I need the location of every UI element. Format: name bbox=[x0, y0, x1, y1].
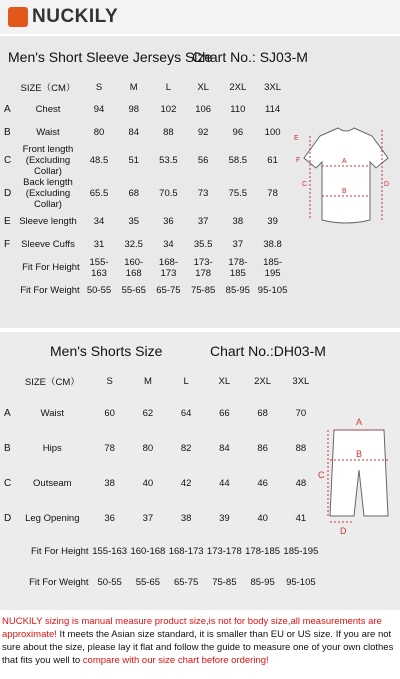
fit-height-value: 168-173 bbox=[158, 256, 178, 279]
measurement-label: Outseam bbox=[33, 478, 72, 489]
fit-height-value: 185-195 bbox=[283, 546, 319, 557]
measurement-value: 102 bbox=[160, 104, 177, 115]
measurement-value: 62 bbox=[142, 408, 154, 419]
row-letter: F bbox=[4, 239, 11, 250]
measurement-value: 34 bbox=[93, 216, 105, 227]
jersey-size-panel bbox=[0, 36, 400, 328]
measurement-value: 66 bbox=[219, 408, 230, 419]
measurement-row bbox=[0, 233, 290, 256]
measurement-value: 36 bbox=[163, 216, 174, 227]
fit-weight-value: 85-95 bbox=[250, 577, 275, 588]
disclaimer-call-to-action: compare with our size chart before ordering! bbox=[82, 655, 269, 666]
measurement-value: 94 bbox=[93, 104, 105, 115]
brand-name: NUCKILY bbox=[32, 6, 119, 27]
brand-header bbox=[0, 0, 400, 34]
shorts-chart-no: Chart No.:DH03-M bbox=[210, 343, 326, 359]
measurement-value: 35 bbox=[128, 216, 140, 227]
measurement-row bbox=[0, 177, 290, 210]
fit-weight-label: Fit For Weight bbox=[29, 577, 89, 588]
fit-height-value: 160-168 bbox=[124, 256, 144, 279]
measurement-value: 37 bbox=[232, 239, 244, 250]
measurement-value: 38 bbox=[104, 478, 115, 489]
size-column-header: M bbox=[143, 375, 152, 387]
measurement-value: 34 bbox=[163, 239, 174, 250]
measurement-value: 92 bbox=[197, 127, 209, 138]
measurement-value: 70 bbox=[295, 408, 307, 419]
measurement-value: 31 bbox=[93, 239, 105, 250]
measurement-value: 60 bbox=[104, 408, 115, 419]
measurement-label: Chest bbox=[35, 104, 61, 115]
row-letter: A bbox=[4, 408, 11, 419]
jersey-diagram-letter: B bbox=[342, 188, 347, 195]
measurement-row bbox=[0, 466, 320, 501]
size-column-header: XL bbox=[197, 81, 209, 93]
measurement-value: 40 bbox=[142, 478, 154, 489]
row-letter: B bbox=[4, 127, 11, 138]
measurement-label: Sleeve Cuffs bbox=[21, 239, 75, 250]
jersey-chart-no: Chart No.: SJ03-M bbox=[192, 49, 308, 65]
measurement-value: 68 bbox=[257, 408, 268, 419]
measurement-row bbox=[0, 501, 320, 536]
measurement-value: 32.5 bbox=[124, 239, 143, 250]
disclaimer-body: It meets the Asian size standard, it is smaller than EU or US size. If you are not sure about the size, please lay it flat and follow the guide to measure one of your own clothes that fits you well to bbox=[2, 629, 394, 666]
measurement-value: 73 bbox=[197, 188, 209, 199]
jersey-size-table bbox=[0, 76, 290, 302]
fit-weight-value: 55-65 bbox=[135, 577, 161, 588]
measurement-label: Back length (Excluding Collar) bbox=[23, 177, 73, 210]
measurement-value: 100 bbox=[264, 127, 281, 138]
fit-height-value: 185-195 bbox=[263, 256, 283, 279]
fit-weight-value: 50-55 bbox=[86, 285, 112, 296]
measurement-value: 65.5 bbox=[89, 188, 109, 199]
fit-weight-row bbox=[0, 279, 290, 302]
measurement-value: 86 bbox=[257, 443, 268, 454]
measurement-label: Waist bbox=[40, 408, 65, 419]
size-column-header: L bbox=[165, 81, 172, 93]
measurement-value: 110 bbox=[230, 104, 246, 115]
row-letter: E bbox=[4, 216, 11, 227]
shorts-size-panel bbox=[0, 332, 400, 610]
jersey-diagram-letter: D bbox=[384, 181, 390, 188]
measurement-value: 39 bbox=[267, 216, 278, 227]
measurement-value: 84 bbox=[219, 443, 230, 454]
fit-height-label: Fit For Height bbox=[31, 546, 89, 557]
measurement-value: 114 bbox=[265, 104, 281, 115]
size-header: SIZE（CM） bbox=[20, 83, 76, 94]
fit-height-value: 168-173 bbox=[168, 546, 204, 557]
measurement-value: 64 bbox=[180, 408, 192, 419]
measurement-value: 39 bbox=[219, 513, 230, 524]
measurement-value: 48 bbox=[295, 478, 307, 489]
fit-weight-value: 75-85 bbox=[190, 285, 216, 296]
row-letter: B bbox=[4, 443, 11, 454]
fit-weight-value: 85-95 bbox=[225, 285, 250, 296]
fit-weight-value: 65-75 bbox=[173, 577, 199, 588]
fit-weight-value: 50-55 bbox=[97, 577, 122, 588]
jersey-title: Men's Short Sleeve Jerseys Size bbox=[8, 49, 213, 65]
fit-height-value: 173-178 bbox=[193, 256, 213, 279]
fit-weight-value: 95-105 bbox=[257, 285, 288, 296]
measurement-value: 58.5 bbox=[228, 155, 248, 166]
measurement-value: 78 bbox=[104, 443, 115, 454]
measurement-value: 46 bbox=[257, 478, 268, 489]
row-letter: C bbox=[4, 478, 12, 489]
row-letter: A bbox=[4, 104, 11, 115]
fit-height-value: 178-185 bbox=[228, 256, 248, 279]
shorts-diagram-letter: A bbox=[356, 417, 363, 427]
measurement-value: 82 bbox=[180, 443, 192, 454]
measurement-value: 98 bbox=[128, 104, 140, 115]
measurement-value: 53.5 bbox=[159, 155, 178, 166]
disclaimer-warning: NUCKILY sizing is manual measure product size,is not for body size,all measurements are approximate! bbox=[2, 616, 382, 640]
measurement-label: Hips bbox=[42, 443, 62, 454]
fit-weight-value: 55-65 bbox=[121, 285, 146, 296]
jersey-diagram-letter: A bbox=[342, 158, 347, 165]
row-letter: D bbox=[4, 513, 12, 524]
measurement-label: Sleeve length bbox=[19, 216, 77, 227]
measurement-row bbox=[0, 98, 290, 121]
fit-height-value: 160-168 bbox=[130, 546, 166, 557]
fit-height-row bbox=[0, 256, 290, 279]
fit-height-value: 173-178 bbox=[206, 546, 242, 557]
measurement-value: 84 bbox=[128, 127, 140, 138]
shorts-diagram-letter: C bbox=[318, 470, 325, 480]
size-column-header: M bbox=[129, 81, 138, 93]
jersey-diagram bbox=[290, 116, 398, 236]
measurement-value: 38 bbox=[180, 513, 192, 524]
shorts-diagram-letter: B bbox=[356, 449, 363, 459]
measurement-value: 48.5 bbox=[89, 155, 109, 166]
brand-logo-icon bbox=[8, 7, 28, 27]
measurement-value: 70.5 bbox=[159, 188, 178, 199]
measurement-value: 68 bbox=[128, 188, 140, 199]
fit-height-label: Fit For Height bbox=[22, 262, 80, 273]
jersey-diagram-letter: F bbox=[296, 157, 301, 164]
measurement-value: 38.8 bbox=[263, 239, 282, 250]
measurement-value: 96 bbox=[232, 127, 244, 138]
fit-height-value: 178-185 bbox=[245, 546, 281, 557]
measurement-row bbox=[0, 121, 290, 144]
fit-weight-value: 65-75 bbox=[156, 285, 181, 296]
row-letter: C bbox=[4, 155, 12, 166]
size-header: SIZE（CM） bbox=[24, 377, 80, 388]
measurement-value: 78 bbox=[267, 188, 278, 199]
row-letter: D bbox=[4, 188, 12, 199]
measurement-label: Waist bbox=[36, 127, 60, 138]
measurement-value: 41 bbox=[295, 513, 307, 524]
shorts-diagram bbox=[318, 416, 398, 542]
measurement-value: 35.5 bbox=[193, 239, 213, 250]
measurement-value: 56 bbox=[197, 155, 209, 166]
measurement-row bbox=[0, 144, 290, 177]
size-column-header: XL bbox=[218, 375, 231, 387]
measurement-row bbox=[0, 431, 320, 466]
measurement-value: 80 bbox=[142, 443, 154, 454]
measurement-value: 88 bbox=[163, 127, 174, 138]
measurement-value: 51 bbox=[128, 155, 140, 166]
size-column-header: 3XL bbox=[264, 81, 282, 93]
size-column-header: 3XL bbox=[292, 375, 310, 387]
measurement-row bbox=[0, 396, 320, 431]
jersey-diagram-letter: C bbox=[302, 181, 308, 188]
measurement-label: Front length (Excluding Collar) bbox=[22, 144, 74, 177]
size-column-header: S bbox=[106, 375, 113, 387]
shorts-title: Men's Shorts Size bbox=[50, 343, 163, 359]
measurement-value: 106 bbox=[195, 104, 212, 115]
fit-weight-value: 95-105 bbox=[286, 577, 316, 588]
fit-height-value: 155-163 bbox=[92, 546, 128, 557]
shorts-size-table bbox=[0, 366, 320, 598]
measurement-value: 44 bbox=[219, 478, 230, 489]
measurement-label: Leg Opening bbox=[25, 513, 80, 524]
measurement-value: 37 bbox=[142, 513, 154, 524]
size-column-header: L bbox=[183, 375, 189, 387]
jersey-diagram-letter: E bbox=[294, 135, 299, 142]
measurement-value: 80 bbox=[93, 127, 105, 138]
measurement-value: 36 bbox=[104, 513, 115, 524]
size-disclaimer bbox=[0, 611, 400, 679]
fit-weight-value: 75-85 bbox=[212, 577, 237, 588]
fit-height-value: 155-163 bbox=[89, 256, 109, 279]
size-column-header: 2XL bbox=[254, 375, 272, 387]
measurement-value: 40 bbox=[257, 513, 268, 524]
measurement-value: 88 bbox=[295, 443, 307, 454]
fit-weight-label: Fit For Weight bbox=[20, 285, 80, 296]
size-column-header: S bbox=[95, 81, 103, 93]
fit-height-row bbox=[0, 536, 320, 567]
measurement-value: 37 bbox=[197, 216, 209, 227]
measurement-value: 38 bbox=[232, 216, 244, 227]
fit-weight-row bbox=[0, 567, 320, 598]
measurement-value: 61 bbox=[267, 155, 278, 166]
measurement-value: 42 bbox=[180, 478, 192, 489]
size-column-header: 2XL bbox=[229, 81, 247, 93]
measurement-row bbox=[0, 210, 290, 233]
shorts-diagram-letter: D bbox=[340, 526, 347, 536]
measurement-value: 75.5 bbox=[228, 188, 248, 199]
